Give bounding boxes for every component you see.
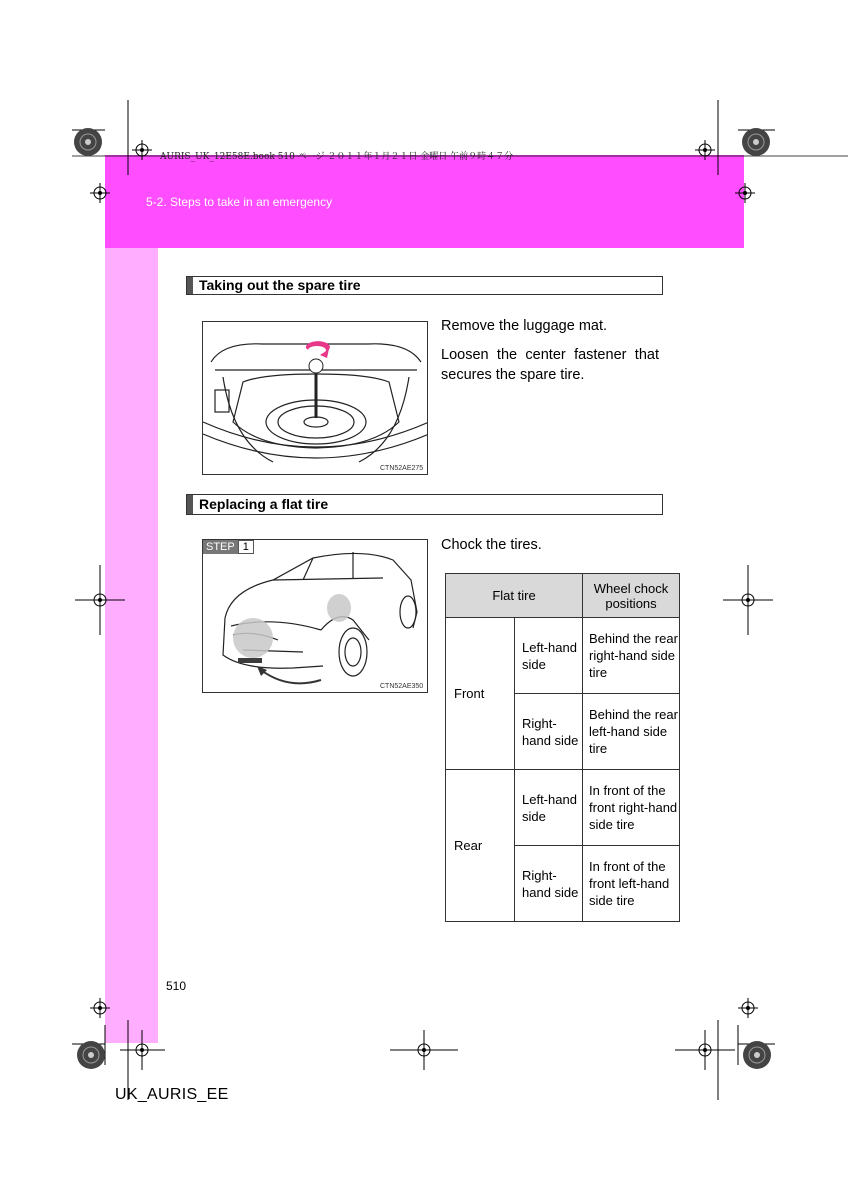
section-title: 5-2. Steps to take in an emergency xyxy=(146,195,333,209)
heading-flat-tire: Replacing a flat tire xyxy=(186,494,663,515)
side-cell: Left-hand side xyxy=(515,770,583,846)
figure-code-1: CTN52AE275 xyxy=(380,465,424,472)
table-row xyxy=(446,770,680,846)
side-cell: Right-hand side xyxy=(515,846,583,922)
instruction-chock-tires: Chock the tires. xyxy=(441,537,542,553)
wheel-chock-table xyxy=(445,573,680,922)
col-header-chock-positions: Wheel chock positions xyxy=(583,574,680,618)
instruction-loosen-fastener: Loosen the center fastener that secures the spare tire. xyxy=(441,347,659,383)
position-cell: Behind the rear left-hand side tire xyxy=(583,694,680,770)
position-cell: Behind the rear right-hand side tire xyxy=(583,618,680,694)
group-rear: Rear xyxy=(446,770,515,922)
position-cell: In front of the front right-hand side tire xyxy=(583,770,680,846)
heading-spare-tire: Taking out the spare tire xyxy=(186,276,663,295)
step-label: STEP xyxy=(203,540,238,554)
step-number: 1 xyxy=(238,540,254,554)
print-info-line: AURIS_UK_12E58E.book 510 ページ ２０１１年１月２１日 金曜日 午前９時４７分 xyxy=(160,152,514,162)
group-front: Front xyxy=(446,618,515,770)
step-badge xyxy=(203,540,254,554)
col-header-flat-tire: Flat tire xyxy=(446,574,583,618)
footer-code: UK_AURIS_EE xyxy=(115,1086,229,1103)
figure-car-chocks xyxy=(202,539,428,693)
page-number: 510 xyxy=(166,979,187,993)
side-cell: Left-hand side xyxy=(515,618,583,694)
position-cell: In front of the front left-hand side tire xyxy=(583,846,680,922)
instruction-remove-mat: Remove the luggage mat. xyxy=(441,318,608,334)
side-cell: Right-hand side xyxy=(515,694,583,770)
figure-luggage-compartment xyxy=(202,321,428,475)
table-row xyxy=(446,618,680,694)
figure-code-2: CTN52AE350 xyxy=(380,683,424,690)
